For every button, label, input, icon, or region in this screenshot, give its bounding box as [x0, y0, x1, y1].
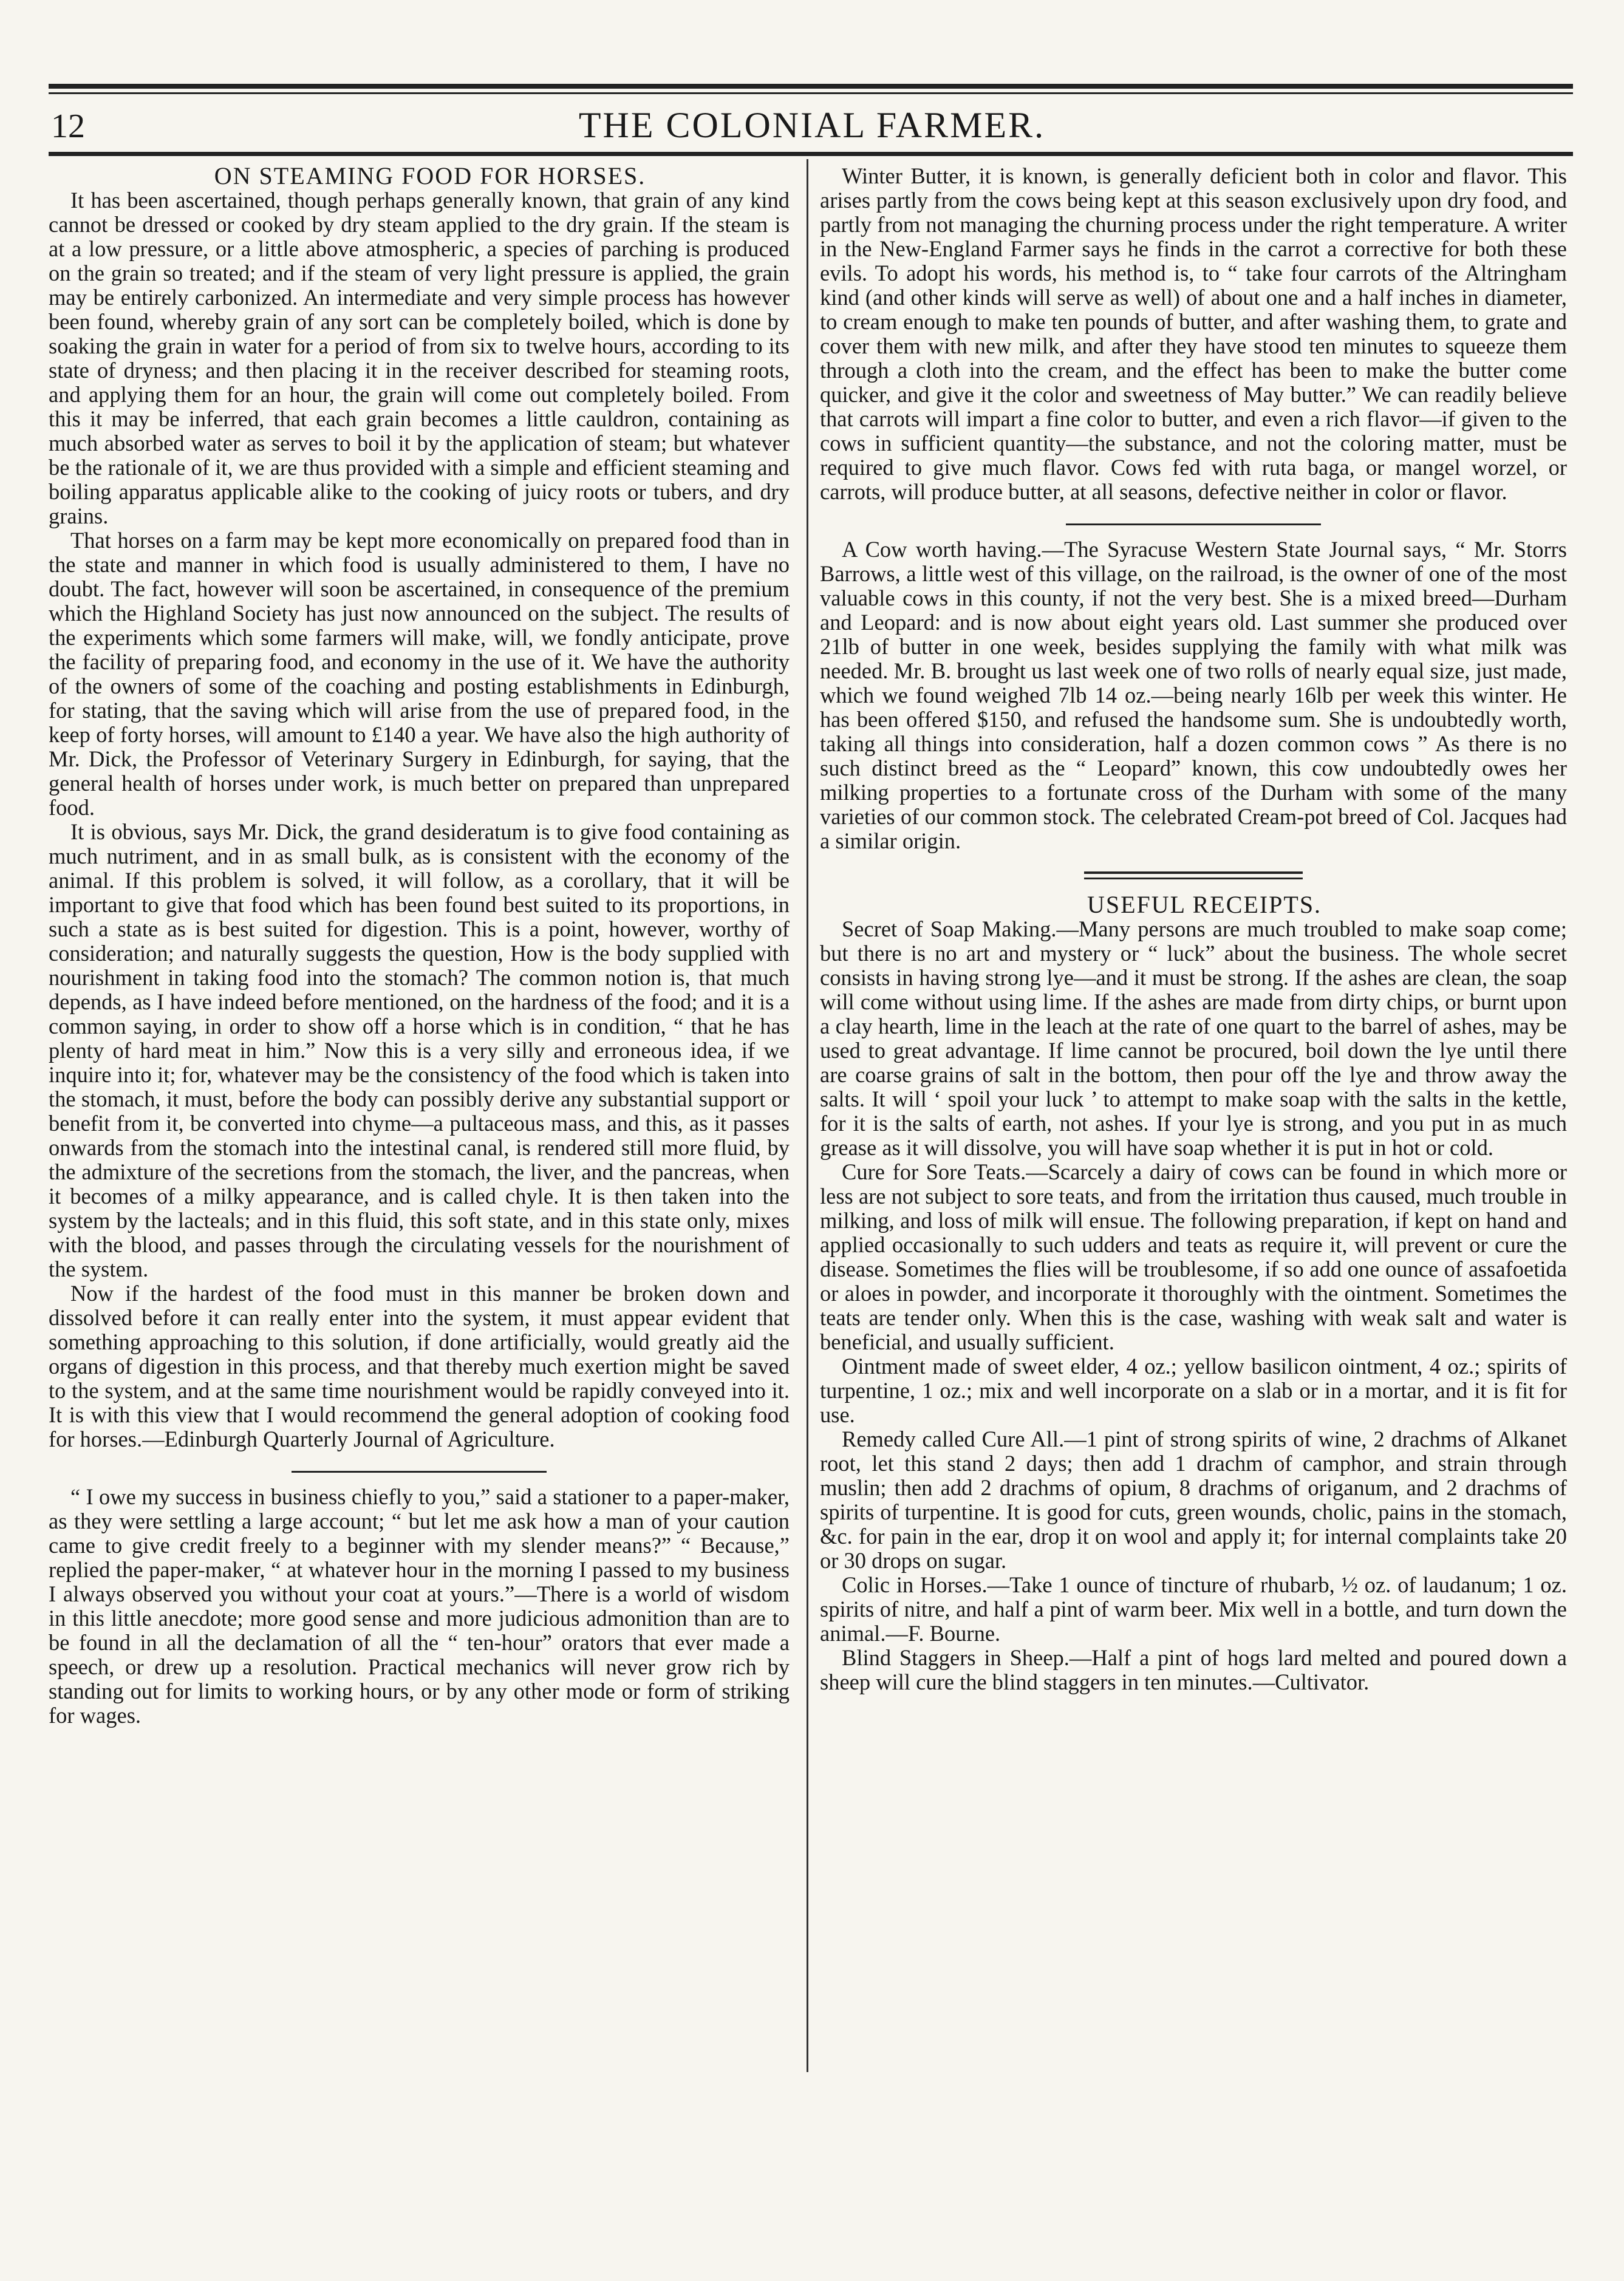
top-rule-thin — [49, 92, 1573, 94]
article-title: ON STEAMING FOOD FOR HORSES. — [214, 162, 646, 189]
receipt-paragraph: Secret of Soap Making.—Many persons are much troubled to make soap come; but there is no art and mystery or “ luck” about the business. The whole secret consists in having strong lye—and it must be strong. If the ashes are clean, the soap will come without using lime. If the ashes are made from dirty chips, or burnt upon a clay hearth, lime in the leach at the rate of one quart to the barrel of ashes, may be used to great advantage. If lime cannot be procured, boil down the lye until there are coarse grains of salt in the bottom, then pour off the lye and throw away the salts. It will ‘ spoil your luck ’ to attempt to make soap with the salts in the kettle, for it is the salts of earth, not ashes. If your lye is strong, and you put in as much grease as it will dissolve, you will have soap whether it is put in hot or cold. — [820, 916, 1567, 1160]
article-separator — [292, 1471, 547, 1473]
masthead: THE COLONIAL FARMER. — [578, 105, 1046, 145]
article-paragraph: Winter Butter, it is known, is generally deficient both in color and flavor. This arises partly from the cows being kept at this season exclusively upon dry food, and partly from not managing the churning process under the right temperature. A writer in the New-England Farmer says he finds in the carrot a corrective for both these evils. To adopt his words, his method is, to “ take four carrots of the Altringham kind (and other kinds will serve as well) of about one and a half inches in diameter, to cream enough to make ten pounds of butter, and after washing them, to grate and cover them with new milk, and after they have stood ten minutes to squeeze them through a cloth into the cream, and the effect has been to make the butter come quicker, and give it the color and sweetness of May butter.” We can readily believe that carrots will impart a fine color to butter, and even a rich flavor—if given to the cows in sufficient quantity—the substance, and not the coloring matter, must be required to give much flavor. Cows fed with ruta baga, or mangel worzel, or carrots, will produce butter, at all seasons, defective neither in color or flavor. — [820, 163, 1567, 504]
section-separator — [1084, 871, 1303, 879]
column-divider — [807, 159, 808, 2072]
left-column — [49, 164, 790, 1728]
article-paragraph: Now if the hardest of the food must in this manner be broken down and dissolved before it can really enter into the system, it must appear evident that something approaching to this solution, if done artificially, would greatly aid the organs of digestion in this process, and that thereby much exertion might be saved to the system, and at the same time nourishment would be rapidly conveyed into it. It is with this view that I would recommend the general adoption of cooking food for horses.—Edinburgh Quarterly Journal of Agriculture. — [49, 1281, 790, 1451]
receipt-paragraph: Remedy called Cure All.—1 pint of strong spirits of wine, 2 drachms of Alkanet root, let this stand 2 days; then add 1 drachm of camphor, and strain through muslin; then add 2 drachms of opium, 8 drachms of origanum, and 2 drachms of spirits of turpentine. It is good for cuts, green wounds, cholic, pains in the stomach, &c. for pain in the ear, drop it on wool and apply it; for internal complaints take 20 or 30 drops on sugar. — [820, 1427, 1567, 1573]
receipt-paragraph: Blind Staggers in Sheep.—Half a pint of hogs lard melted and poured down a sheep will cure the blind staggers in ten minutes.—Cultivator. — [820, 1645, 1567, 1694]
article-separator — [1066, 523, 1321, 525]
top-rule — [49, 84, 1573, 89]
page-number: 12 — [51, 107, 85, 145]
receipt-paragraph: Ointment made of sweet elder, 4 oz.; yellow basilicon ointment, 4 oz.; spirits of turpentine, 1 oz.; mix and well incorporate on a slab or in a mortar, and it is fit for use. — [820, 1354, 1567, 1427]
receipt-paragraph: Cure for Sore Teats.—Scarcely a dairy of cows can be found in which more or less are not subject to sore teats, and from the irritation thus caused, much trouble in milking, and loss of milk will ensue. The following preparation, if kept on hand and applied occasionally to such udders and teats as require it, will prevent or cure the disease. Sometimes the flies will be troublesome, if so add one ounce of assafoetida or aloes in powder, and incorporate it thoroughly with the ointment. Sometimes the teats are tender only. When this is the case, washing with weak salt and water is beneficial, and usually sufficient. — [820, 1159, 1567, 1354]
article-paragraph: It is obvious, says Mr. Dick, the grand desideratum is to give food containing as much nutriment, and in as small bulk, as is consistent with the economy of the animal. If this problem is solved, it will follow, as a corollary, that it will be important to give that food which has been found best suited to its proportions, in such a state as is best suited for digestion. This is a point, however, worthy of consideration; and naturally suggests the question, How is the body supplied with nourishment in taking food into the stomach? The common notion is, that much depends, as I have indeed before mentioned, on the hardness of the food; and it is a common saying, in order to show off a horse which is in condition, “ that he has plenty of hard meat in him.” Now this is a very silly and erroneous idea, if we inquire into it; for, whatever may be the consistency of the food which is taken into the stomach, it must, before the body can possibly derive any substantial support or benefit from it, be converted into chyme—a pultaceous mass, and this, as it passes onwards from the stomach into the intestinal canal, is rendered still more fluid, by the admixture of the secretions from the stomach, the liver, and the pancreas, when it becomes of a milky appearance, and is called chyle. It is then taken into the system by the lacteals; and in this fluid, this soft state, and in this state only, mixes with the blood, and passes through the circulating vessels for the nourishment of the system. — [49, 819, 790, 1281]
header-rule — [49, 152, 1573, 156]
article-paragraph: “ I owe my success in business chiefly to you,” said a stationer to a paper-maker, as they were settling a large account; “ but let me ask how a man of your caution came to give credit freely to a beginner with my slender means?” “ Because,” replied the paper-maker, “ at whatever hour in the morning I passed to my business I always observed you without your coat at yours.”—There is a world of wisdom in this little anecdote; more good sense and more judicious admonition than are to be found in all the declamation of all the “ ten-hour” orators that ever made a speech, or drew up a resolution. Practical mechanics will never grow rich by standing out for limits to working hours, or by any other mode or form of striking for wages. — [49, 1484, 790, 1728]
receipt-paragraph: Colic in Horses.—Take 1 ounce of tincture of rhubarb, ½ oz. of laudanum; 1 oz. spirits of nitre, and half a pint of warm beer. Mix well in a bottle, and turn down the animal.—F. Bourne. — [820, 1572, 1567, 1646]
article-paragraph: It has been ascertained, though perhaps generally known, that grain of any kind cannot be dressed or cooked by dry steam applied to the dry grain. If the steam is at a low pressure, or a little above atmospheric, a species of parching is produced on the grain so treated; and if the steam of very light pressure is applied, the grain may be entirely carbonized. An intermediate and very simple process has however been found, whereby grain of any sort can be completely boiled, which is done by soaking the grain in water for a period of from six to twelve hours, according to its state of dryness; and then placing it in the receiver described for steaming roots, and applying them for an hour, the grain will come out completely boiled. From this it may be inferred, that each grain becomes a little cauldron, containing as much absorbed water as serves to boil it by the application of steam; but whatever be the rationale of it, we are thus provided with a simple and efficient steaming and boiling apparatus applicable alike to the cooking of juicy roots or tubers, and dry grains. — [49, 188, 790, 528]
article-paragraph: A Cow worth having.—The Syracuse Western State Journal says, “ Mr. Storrs Barrows, a little west of this village, on the railroad, is the owner of one of the most valuable cows in this county, if not the very best. She is a mixed breed—Durham and Leopard: and is now about eight years old. Last summer she produced over 21lb of butter in one week, besides supplying the family with what milk was needed. Mr. B. brought us last week one of two rolls of nearly equal size, just made, which we found weighed 7lb 14 oz.—being nearly 16lb per week this winter. He has been offered $150, and refused the handsome sum. She is undoubtedly worth, taking all things into consideration, half a dozen common cows ” As there is no such distinct breed as the “ Leopard” known, this cow undoubtedly owes her milking properties to a fortunate cross of the Durham with some of the many varieties of our common stock. The celebrated Cream-pot breed of Col. Jacques had a similar origin. — [820, 537, 1567, 853]
article-paragraph: That horses on a farm may be kept more economically on prepared food than in the state and manner in which food is usually administered to them, I have no doubt. The fact, however will soon be ascertained, in consequence of the premium which the Highland Society has just now announced on the subject. The results of the experiments which some farmers will make, will, we fondly anticipate, prove the facility of preparing food, and economy in the use of it. We have the authority of the owners of some of the coaching and posting establishments in Edinburgh, for stating, that the saving which will arise from the use of prepared food, in the keep of forty horses, will amount to £140 a year. We have also the high authority of Mr. Dick, the Professor of Veterinary Surgery in Edinburgh, for saying, that the general health of horses under work, is much better on prepared than unprepared food. — [49, 528, 790, 820]
right-column — [820, 164, 1567, 1694]
section-title: USEFUL RECEIPTS. — [1087, 891, 1322, 918]
